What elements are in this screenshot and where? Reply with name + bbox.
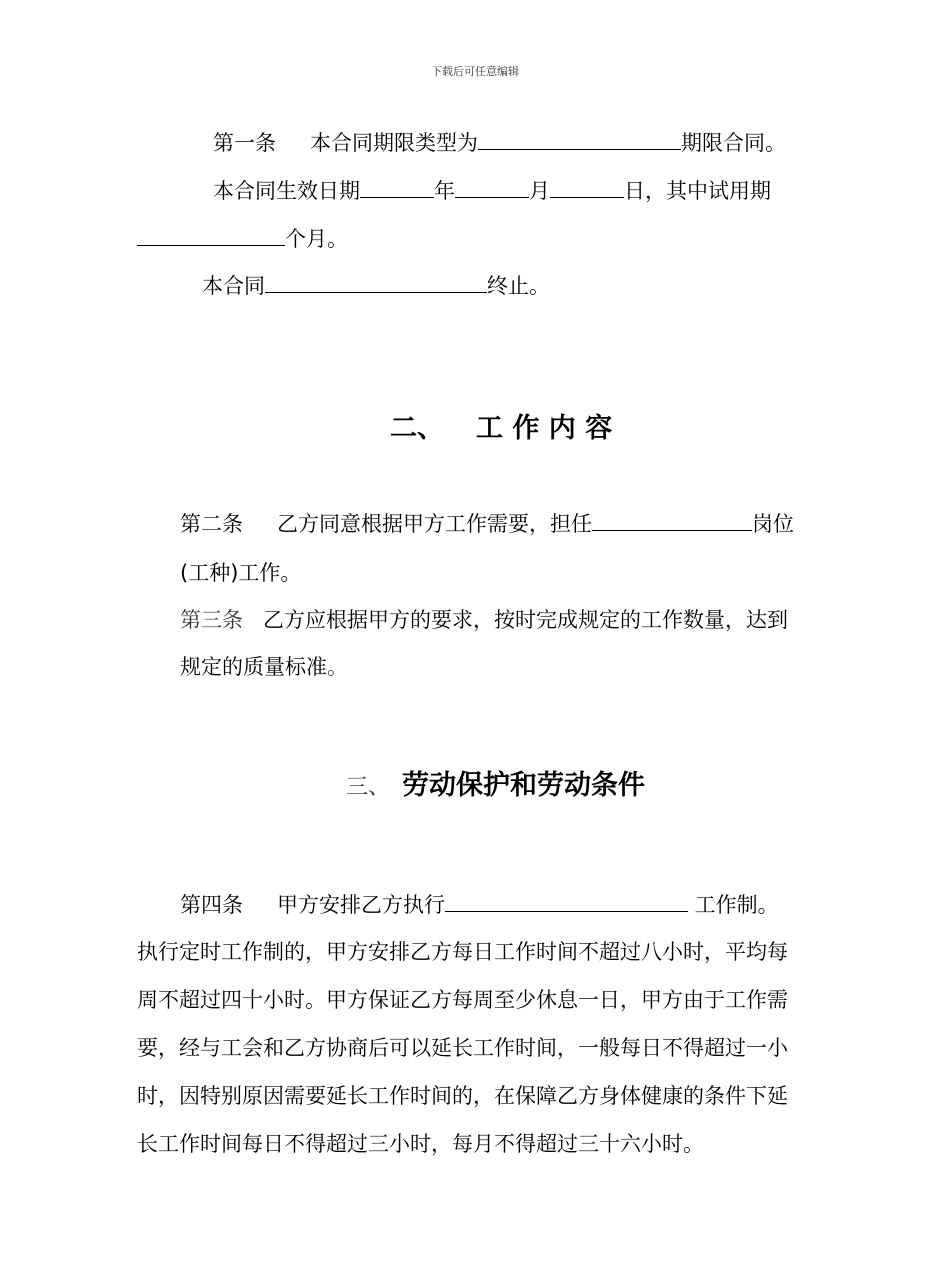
section-3-title: 劳动保护和劳动条件 xyxy=(402,770,646,801)
clause-3-line xyxy=(180,605,788,635)
clause-2-label: 第二条 xyxy=(180,512,243,536)
section-3-heading xyxy=(346,768,645,806)
day-blank[interactable] xyxy=(550,177,624,198)
body-line-2: 周不超过四十小时。甲方保证乙方每周至少休息一日，甲方由于工作需 xyxy=(137,988,788,1012)
clause-1-suffix: 期限合同。 xyxy=(681,131,786,155)
clause-1-line xyxy=(213,128,786,158)
end-condition-blank[interactable] xyxy=(265,272,487,293)
clause-3-label: 第三条 xyxy=(180,608,243,632)
clause-3-text: 乙方应根据甲方的要求，按时完成规定的工作数量，达到 xyxy=(263,608,788,632)
clause-1-text: 本合同期限类型为 xyxy=(310,131,478,155)
clause-2-post: 岗位 xyxy=(752,512,794,536)
day-label: 日，其中试用期 xyxy=(624,179,771,203)
section-2-number: 二、 xyxy=(390,413,444,444)
body-line-1: 执行定时工作制的，甲方安排乙方每日工作时间不超过八小时，平均每 xyxy=(137,940,788,964)
effective-date-line xyxy=(213,176,771,206)
probation-line xyxy=(137,224,348,254)
year-label: 年 xyxy=(434,179,455,203)
body-line-5: 长工作时间每日不得超过三小时，每月不得超过三十六小时。 xyxy=(137,1132,704,1156)
body-line-3: 要，经与工会和乙方协商后可以延长工作时间，一般每日不得超过一小 xyxy=(137,1036,788,1060)
clause-2-text: 乙方同意根据甲方工作需要，担任 xyxy=(277,512,592,536)
clause-2-line xyxy=(180,509,794,539)
section-2-heading xyxy=(390,411,612,447)
clause-2-line2 xyxy=(180,558,301,588)
body-line-4: 时，因特别原因需要延长工作时间的，在保障乙方身体健康的条件下延 xyxy=(137,1084,788,1108)
clause-3-line2 xyxy=(180,652,348,682)
position-blank[interactable] xyxy=(592,510,752,531)
clause-4-line xyxy=(180,890,779,920)
end-suffix: 终止。 xyxy=(487,274,550,298)
effective-prefix: 本合同生效日期 xyxy=(213,179,360,203)
clause-1-label: 第一条 xyxy=(213,131,276,155)
section-3-number: 三、 xyxy=(346,775,391,800)
months-label: 个月。 xyxy=(285,227,348,251)
end-prefix: 本合同 xyxy=(202,274,265,298)
section-2-title: 工 作 内 容 xyxy=(476,413,613,444)
end-line xyxy=(202,271,550,301)
month-blank[interactable] xyxy=(455,177,529,198)
clause-4-label: 第四条 xyxy=(180,893,243,917)
contract-type-blank[interactable] xyxy=(478,129,681,150)
clause-4-post: 工作制。 xyxy=(688,893,779,917)
month-label: 月 xyxy=(529,179,550,203)
clause-3-continuation: 规定的质量标准 xyxy=(180,655,327,679)
clause-3-end: 。 xyxy=(327,655,348,679)
clause-2-continuation: (工种)工作。 xyxy=(180,561,302,585)
year-blank[interactable] xyxy=(360,177,434,198)
header-note: 下载后可任意编辑 xyxy=(431,65,519,78)
work-schedule-blank[interactable] xyxy=(445,891,688,912)
clause-4-text: 甲方安排乙方执行 xyxy=(277,893,445,917)
probation-months-blank[interactable] xyxy=(137,225,285,246)
